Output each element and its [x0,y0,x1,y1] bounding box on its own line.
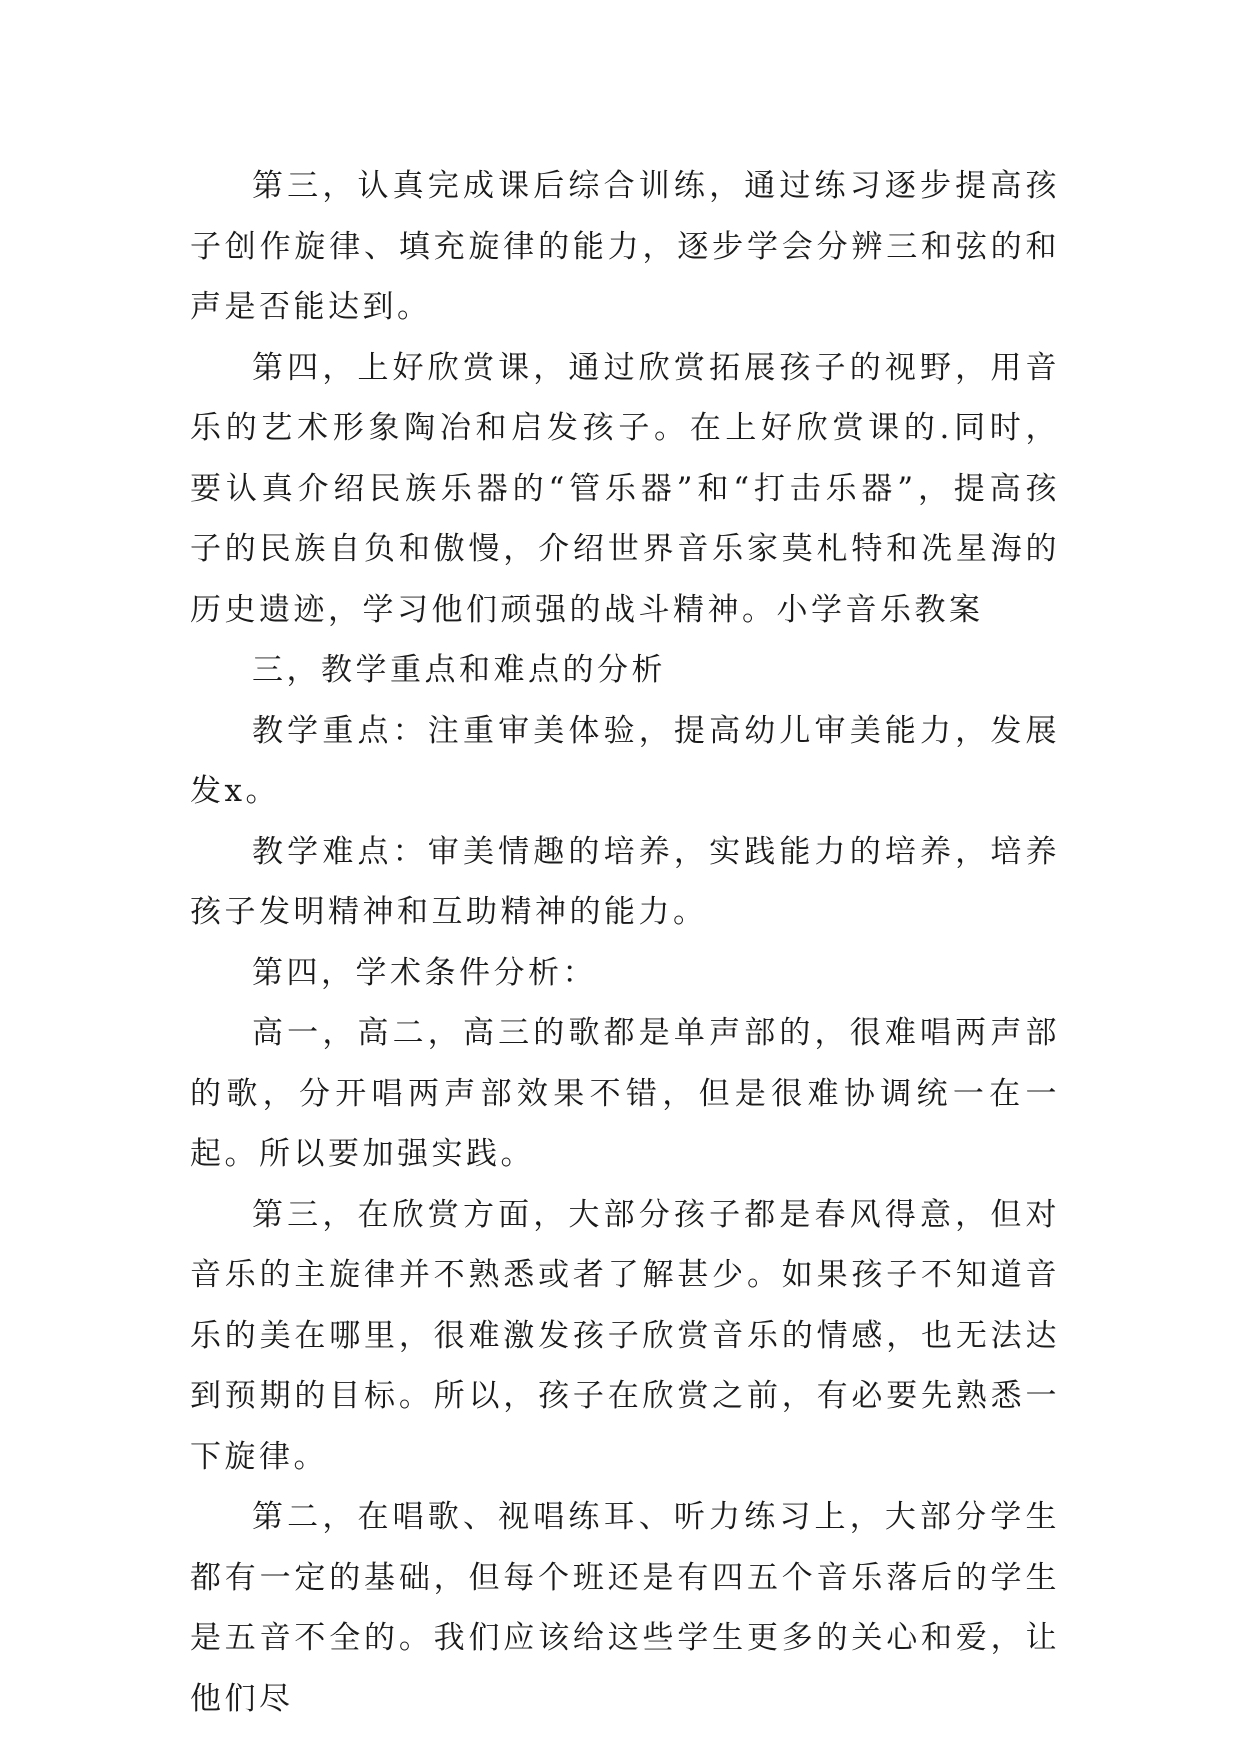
section-heading-conditions: 第四，学术条件分析： [252,954,597,991]
paragraph-singing-basics: 第二，在唱歌、视唱练耳、听力练习上，大部分学生都有一定的基础，但每个班还是有四五个音乐落后的学生是五音不全的。我们应该给这些学生更多的关心和爱，让他们尽 [190,1499,1060,1717]
paragraph-singing-parts: 高一，高二，高三的歌都是单声部的，很难唱两声部的歌，分开唱两声部效果不错，但是很难协调统一在一起。所以要加强实践。 [190,1015,1060,1172]
paragraph-appreciation-analysis: 第三，在欣赏方面，大部分孩子都是春风得意，但对音乐的主旋律并不熟悉或者了解甚少。如果孩子不知道音乐的美在哪里，很难激发孩子欣赏音乐的情感，也无法达到预期的目标。所以，孩子在欣赏之前，有必要先熟悉一下旋律。 [190,1196,1060,1475]
paragraph-teaching-focus: 教学重点：注重审美体验，提高幼儿审美能力，发展发x。 [190,712,1060,809]
document-body [190,156,1060,1729]
section-heading-key-points: 三，教学重点和难点的分析 [252,652,666,688]
paragraph-appreciation-class: 第四，上好欣赏课，通过欣赏拓展孩子的视野，用音乐的艺术形象陶冶和启发孩子。在上好欣赏课的.同时，要认真介绍民族乐器的“管乐器”和“打击乐器”，提高孩子的民族自负和傲慢，介绍世界音乐家莫札特和冼星海的历史遗迹，学习他们顽强的战斗精神。小学音乐教案 [190,349,1060,628]
paragraph-teaching-difficulty: 教学难点：审美情趣的培养，实践能力的培养，培养孩子发明精神和互助精神的能力。 [190,833,1060,930]
paragraph-practice-training: 第三，认真完成课后综合训练，通过练习逐步提高孩子创作旋律、填充旋律的能力，逐步学会分辨三和弦的和声是否能达到。 [190,168,1060,325]
